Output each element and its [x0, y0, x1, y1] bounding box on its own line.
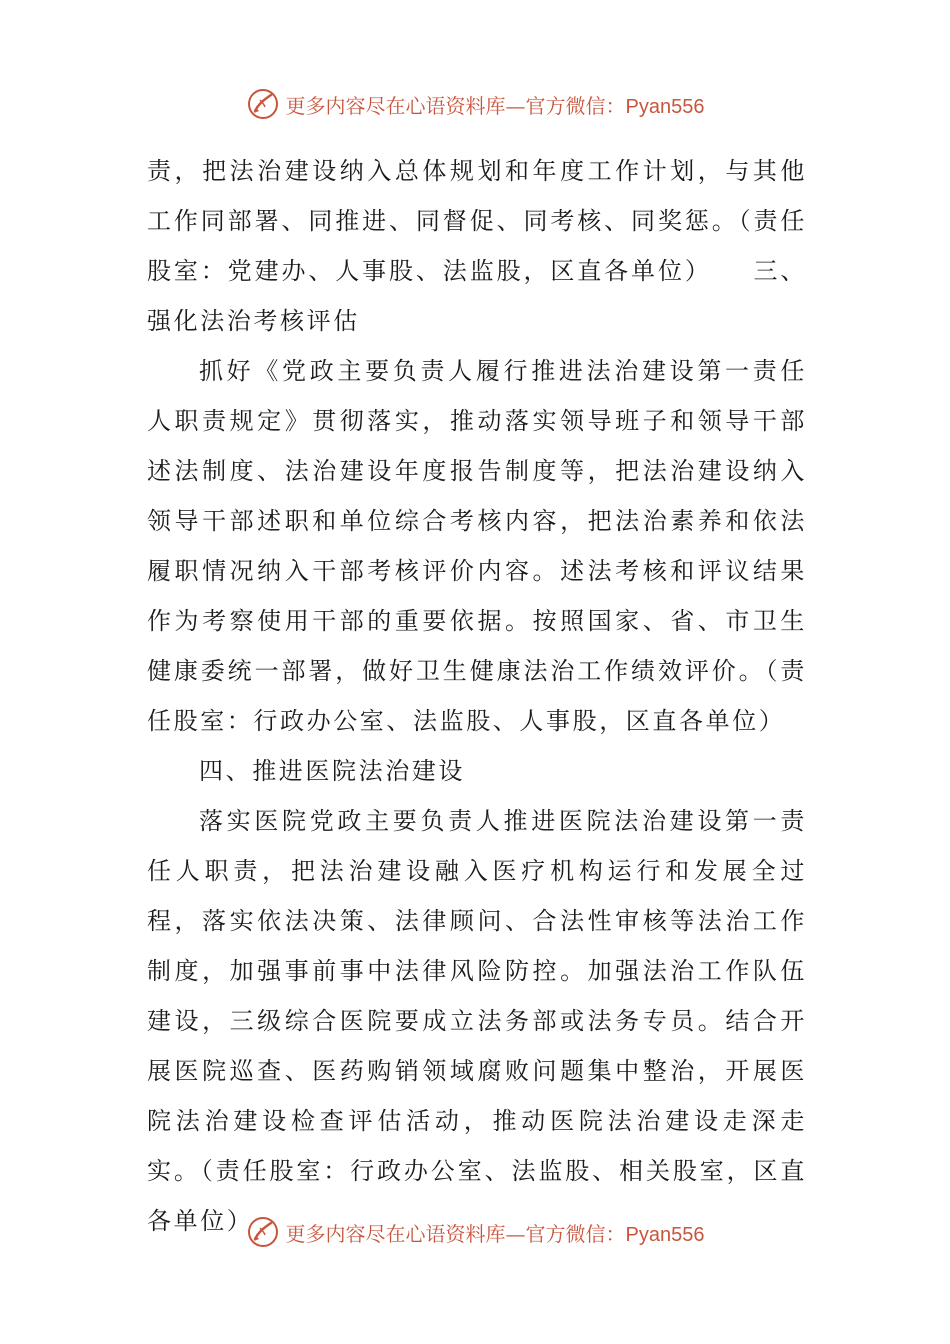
footer-watermark: [0, 1210, 950, 1254]
header-watermark: [0, 82, 950, 126]
paragraph-assessment: 抓好《党政主要负责人履行推进法治建设第一责任人职责规定》贯彻落实，推动落实领导班子和领导干部述法制度、法治建设年度报告制度等，把法治建设纳入领导干部述职和单位综合考核内容，把法治素养和依法履职情况纳入干部考核评价内容。述法考核和评议结果作为考察使用干部的重要依据。按照国家、省、市卫生健康委统一部署，做好卫生健康法治工作绩效评价。（责任股室：行政办公室、法监股、人事股，区直各单位）: [147, 357, 807, 735]
pen-logo-icon: [246, 1215, 280, 1249]
watermark-text: 更多内容尽在心语资料库—官方微信：Pyan556: [285, 1221, 705, 1246]
section-heading-hospital: 四、推进医院法治建设: [199, 757, 465, 785]
watermark-text: 更多内容尽在心语资料库—官方微信：Pyan556: [285, 93, 705, 118]
paragraph-hospital: 落实医院党政主要负责人推进医院法治建设第一责任人职责，把法治建设融入医疗机构运行和发展全过程，落实依法决策、法律顾问、合法性审核等法治工作制度，加强事前事中法律风险防控。加强法治工作队伍建设，三级综合医院要成立法务部或法务专员。结合开展医院巡查、医药购销领域腐败问题集中整治，开展医院法治建设检查评估活动，推动医院法治建设走深走实。（责任股室：行政办公室、法监股、相关股室，区直各单位）: [147, 807, 807, 1235]
pen-logo-icon: [246, 87, 280, 121]
document-body: [147, 146, 807, 1246]
paragraph-continuation: 责，把法治建设纳入总体规划和年度工作计划，与其他工作同部署、同推进、同督促、同考核、同奖惩。（责任股室：党建办、人事股、法监股，区直各单位） 三、强化法治考核评估: [147, 157, 807, 335]
